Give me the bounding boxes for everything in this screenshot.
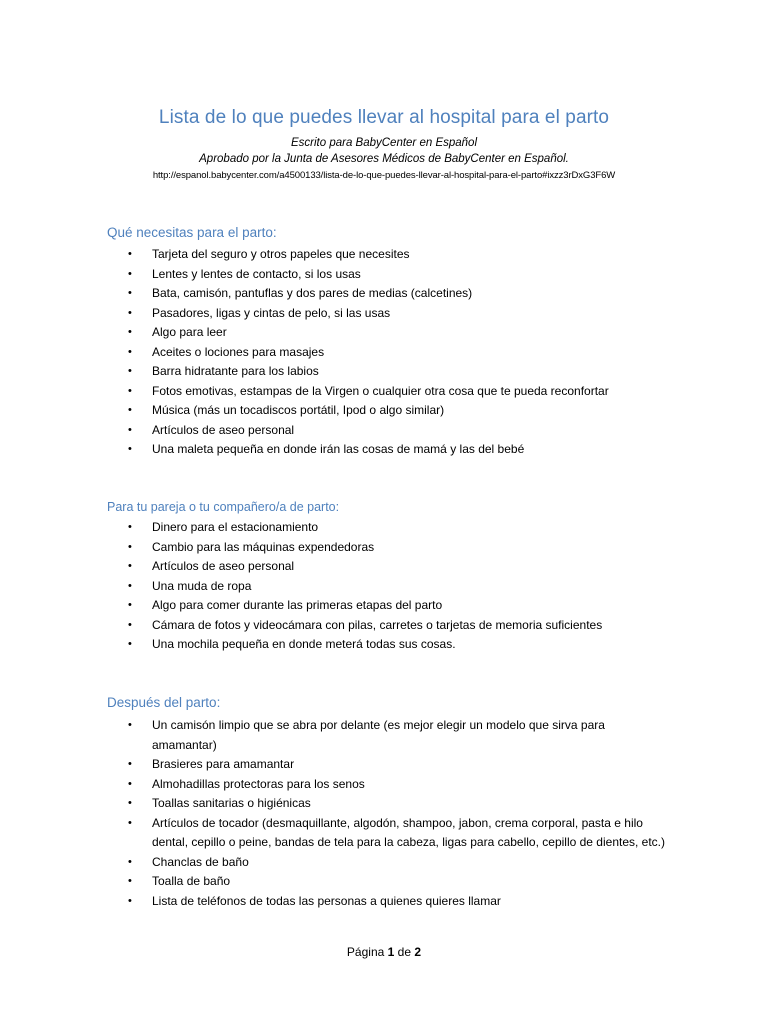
list-item bbox=[128, 755, 668, 775]
bullet-icon: • bbox=[128, 365, 132, 377]
list-item-text: Aceites o lociones para masajes bbox=[152, 344, 325, 359]
list-item-text: Fotos emotivas, estampas de la Virgen o cualquier otra cosa que te pueda reconfortar bbox=[152, 383, 609, 398]
section-heading-after-birth: Después del parto: bbox=[107, 695, 221, 710]
bullet-icon: • bbox=[128, 777, 132, 790]
list-item-text: Artículos de tocador (desmaquillante, algodón, shampoo, jabon, crema corporal, pasta e hilo dental, cepillo o peine, bandas de tela para la cabeza, ligas para cabello, cepillo de dientes, etc.) bbox=[152, 815, 666, 849]
list-item-text: Artículos de aseo personal bbox=[152, 559, 295, 573]
list-item bbox=[128, 265, 668, 285]
list-item bbox=[128, 518, 668, 538]
footer-total-pages: 2 bbox=[414, 945, 422, 959]
list-item-text: Lentes y lentes de contacto, si los usas bbox=[152, 266, 361, 281]
list-item bbox=[128, 245, 668, 265]
list-item-text: Toalla de baño bbox=[152, 874, 231, 888]
bullet-icon: • bbox=[128, 638, 132, 650]
list-item-text: Algo para leer bbox=[152, 325, 227, 339]
list-item-text: Artículos de aseo personal bbox=[152, 422, 295, 437]
bullet-icon: • bbox=[128, 423, 132, 436]
list-item-text: Una maleta pequeña en donde irán las cosas de mamá y las del bebé bbox=[152, 442, 525, 456]
list-item bbox=[128, 853, 668, 873]
footer-page-word: Página bbox=[346, 945, 385, 959]
bullet-icon: • bbox=[128, 540, 132, 553]
list-delivery bbox=[128, 245, 668, 460]
bullet-icon: • bbox=[128, 326, 132, 338]
list-item bbox=[128, 872, 668, 892]
list-item bbox=[128, 775, 668, 795]
source-url: http://espanol.babycenter.com/a4500133/lista-de-lo-que-puedes-llevar-al-hospital-para-el-parto#ixzz3rDxG3F6W bbox=[152, 170, 616, 181]
bullet-icon: • bbox=[128, 345, 132, 358]
list-item-text: Cámara de fotos y videocámara con pilas, carretes o tarjetas de memoria suficientes bbox=[152, 617, 603, 632]
list-item bbox=[128, 323, 668, 343]
list-item bbox=[128, 557, 668, 577]
page-footer bbox=[0, 945, 768, 959]
footer-current-page: 1 bbox=[387, 945, 395, 959]
list-item-text: Barra hidratante para los labios bbox=[152, 364, 319, 378]
page-title: Lista de lo que puedes llevar al hospital para el parto bbox=[158, 107, 610, 128]
list-item-text: Chanclas de baño bbox=[152, 854, 249, 869]
list-item bbox=[128, 382, 668, 402]
list-item bbox=[128, 892, 668, 912]
bullet-icon: • bbox=[128, 248, 132, 260]
section-heading-delivery: Qué necesitas para el parto: bbox=[107, 225, 277, 240]
bullet-icon: • bbox=[128, 267, 132, 280]
list-item-text: Almohadillas protectoras para los senos bbox=[152, 776, 365, 791]
list-item-text: Cambio para las máquinas expendedoras bbox=[152, 539, 375, 554]
list-item bbox=[128, 616, 668, 636]
list-item bbox=[128, 343, 668, 363]
list-item-text: Un camisón limpio que se abra por delante (es mejor elegir un modelo que sirva para amamantar) bbox=[152, 718, 605, 752]
list-item-text: Algo para comer durante las primeras etapas del parto bbox=[152, 598, 443, 612]
bullet-icon: • bbox=[128, 521, 132, 533]
list-item-text: Bata, camisón, pantuflas y dos pares de medias (calcetines) bbox=[152, 286, 473, 300]
list-item bbox=[128, 440, 668, 460]
bullet-icon: • bbox=[128, 404, 132, 416]
list-item-text: Brasieres para amamantar bbox=[152, 757, 295, 771]
bullet-icon: • bbox=[128, 875, 132, 887]
list-item bbox=[128, 304, 668, 324]
bullet-icon: • bbox=[128, 560, 132, 572]
bullet-icon: • bbox=[128, 816, 132, 829]
list-item bbox=[128, 284, 668, 304]
bullet-icon: • bbox=[128, 758, 132, 770]
bullet-icon: • bbox=[128, 599, 132, 611]
list-item bbox=[128, 362, 668, 382]
list-item bbox=[128, 794, 668, 814]
list-item-text: Lista de teléfonos de todas las personas a quienes quieres llamar bbox=[152, 893, 501, 908]
bullet-icon: • bbox=[128, 618, 132, 631]
list-item-text: Una mochila pequeña en donde meterá todas sus cosas. bbox=[152, 637, 456, 651]
list-item-text: Dinero para el estacionamiento bbox=[152, 520, 319, 534]
list-item bbox=[128, 596, 668, 616]
section-heading-partner: Para tu pareja o tu compañero/a de parto: bbox=[107, 500, 340, 514]
list-item bbox=[128, 538, 668, 558]
list-item-text: Una muda de ropa bbox=[152, 578, 252, 593]
bullet-icon: • bbox=[128, 855, 132, 868]
bullet-icon: • bbox=[128, 579, 132, 592]
bullet-icon: • bbox=[128, 797, 132, 809]
footer-of-word: de bbox=[397, 945, 412, 959]
written-for-line: Escrito para BabyCenter en Español bbox=[290, 137, 478, 149]
list-item bbox=[128, 716, 668, 755]
bullet-icon: • bbox=[128, 306, 132, 319]
list-item-text: Tarjeta del seguro y otros papeles que necesites bbox=[152, 247, 410, 261]
list-after-birth bbox=[128, 716, 668, 911]
bullet-icon: • bbox=[128, 384, 132, 397]
list-item-text: Toallas sanitarias o higiénicas bbox=[152, 796, 311, 810]
list-item-text: Música (más un tocadiscos portátil, Ipod o algo similar) bbox=[152, 403, 445, 417]
list-item bbox=[128, 401, 668, 421]
list-item bbox=[128, 577, 668, 597]
bullet-icon: • bbox=[128, 443, 132, 455]
approved-by-line: Aprobado por la Junta de Asesores Médicos de BabyCenter en Español. bbox=[199, 153, 569, 165]
list-item bbox=[128, 635, 668, 655]
list-partner bbox=[128, 518, 668, 655]
bullet-icon: • bbox=[128, 894, 132, 907]
list-item-text: Pasadores, ligas y cintas de pelo, si las usas bbox=[152, 305, 391, 320]
list-item bbox=[128, 421, 668, 441]
list-item bbox=[128, 814, 668, 853]
bullet-icon: • bbox=[128, 719, 132, 731]
bullet-icon: • bbox=[128, 287, 132, 299]
